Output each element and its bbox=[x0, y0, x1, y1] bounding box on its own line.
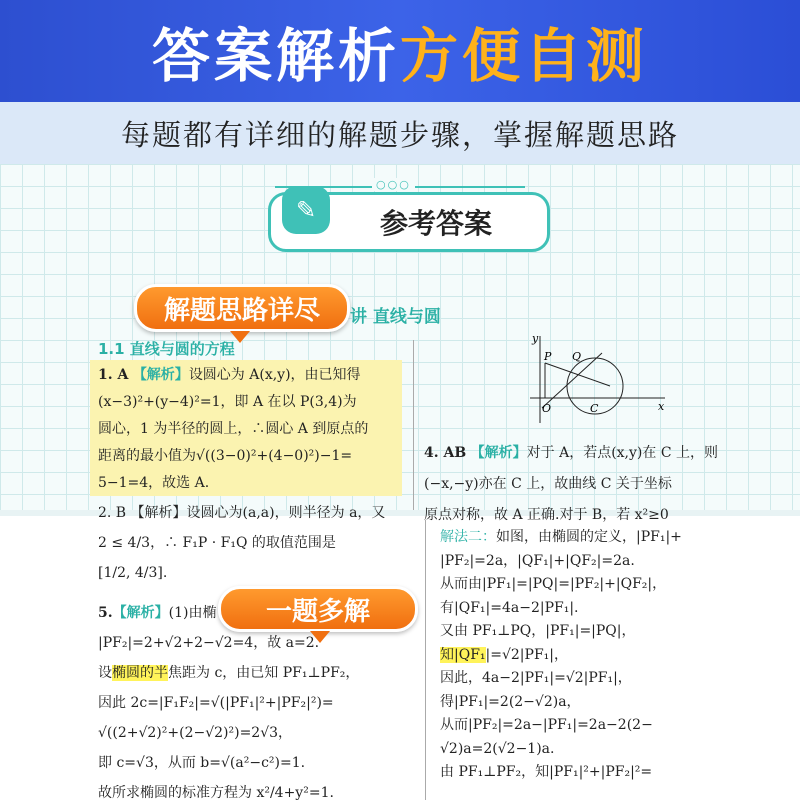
q1-line3: 圆心，1 为半径的圆上，∴圆心 A 到原点的 bbox=[98, 421, 369, 437]
callout-detailed-thinking: 解题思路详尽 bbox=[134, 284, 350, 332]
header-title: 参考答案 bbox=[380, 207, 493, 240]
method2-line7: 因此，4a−2|PF₁|=√2|PF₁|， bbox=[440, 670, 632, 686]
subtitle-text: 每题都有详细的解题步骤，掌握解题思路 bbox=[120, 117, 679, 152]
top-banner bbox=[0, 0, 800, 102]
q4-tag: 【解析】 bbox=[470, 445, 527, 461]
q2-line0: 2. B 【解析】设圆心为(a,a)，则半径为 a，又 bbox=[98, 505, 386, 521]
method2-line4: 有|QF₁|=4a−2|PF₁|. bbox=[440, 599, 579, 616]
q5-line7: 故所求椭圆的标准方程为 x²/4+y²=1. bbox=[98, 785, 334, 801]
banner-orange-text: 方便自测 bbox=[400, 22, 649, 90]
method2-line11: 由 PF₁⊥PF₂，知|PF₁|²+|PF₂|²= bbox=[440, 764, 653, 780]
callout-pointer-bottom bbox=[310, 631, 330, 643]
subtitle-bar bbox=[0, 102, 800, 164]
q4-text: 对于 A，若点(x,y)在 C 上，则 bbox=[526, 445, 718, 461]
method2-line3: 从而由|PF₁|=|PQ|=|PF₂|+|QF₂|， bbox=[440, 576, 667, 592]
lecture-title: 讲 直线与圆 bbox=[350, 307, 441, 327]
q5-text: (1)由椭 bbox=[168, 605, 217, 621]
column-divider bbox=[413, 340, 414, 510]
q4-line3: 原点对称，故 A 正确.对于 B，若 x²≥0 bbox=[424, 507, 669, 523]
q5-line6: 即 c=√3，从而 b=√(a²−c²)=1. bbox=[98, 755, 306, 771]
method2-line10: √2)a=2(√2−1)a. bbox=[440, 740, 555, 757]
q2-line1: 2 ≤ 4/3，∴ F₁P · F₁Q 的取值范围是 bbox=[98, 535, 336, 551]
banner-white-text: 答案解析 bbox=[151, 22, 400, 90]
left-lower-answer bbox=[98, 498, 408, 808]
method2-line2: |PF₂|=2a，|QF₁|+|QF₂|=2a. bbox=[440, 552, 635, 569]
method2-highlight: 知|QF₁ bbox=[440, 646, 486, 663]
q5-line4: 因此 2c=|F₁F₂|=√(|PF₁|²+|PF₂|²)= bbox=[98, 695, 334, 711]
method2-line5: 又由 PF₁⊥PQ，|PF₁|=|PQ|， bbox=[440, 623, 636, 639]
q1-label: 1. A bbox=[98, 367, 129, 383]
column-divider-lower bbox=[425, 520, 426, 800]
method2-tag: 解法二： bbox=[440, 529, 496, 545]
q1-tag: 【解析】 bbox=[132, 367, 189, 383]
callout-pointer-top bbox=[230, 331, 250, 343]
q1-line2: (x−3)²+(y−4)²=1，即 A 在以 P(3,4)为 bbox=[98, 394, 357, 410]
q5-line2: |PF₂|=2+√2+2−√2=4，故 a=2. bbox=[98, 635, 320, 651]
right-lower-answer bbox=[440, 526, 760, 785]
left-upper-answer bbox=[98, 362, 408, 497]
section-title: 1.1 直线与圆的方程 bbox=[98, 340, 235, 358]
q1-text: 设圆心为 A(x,y)，由已知得 bbox=[188, 367, 361, 383]
method2-line1: 如图，由椭圆的定义，|PF₁|+ bbox=[496, 529, 682, 545]
pencil-icon: ✎ bbox=[282, 186, 330, 234]
label-y: y bbox=[532, 332, 539, 345]
q2-line2: [1/2, 4/3]. bbox=[98, 565, 168, 581]
callout-multiple-solutions: 一题多解 bbox=[218, 586, 418, 632]
q5-highlight: 椭圆的半 bbox=[112, 665, 168, 681]
method2-line9: 从而|PF₂|=2a−|PF₁|=2a−2(2− bbox=[440, 717, 653, 733]
label-p: P bbox=[544, 350, 552, 363]
header-dots: ○○○ bbox=[372, 178, 415, 191]
q5-line5: √((2+√2)²+(2−√2)²)=2√3， bbox=[98, 725, 293, 741]
q1-line5: 5−1=4，故选 A. bbox=[98, 475, 210, 491]
right-upper-answer bbox=[424, 438, 734, 531]
line-pc bbox=[545, 363, 610, 386]
circle-figure bbox=[520, 328, 670, 428]
q4-label: 4. AB bbox=[424, 445, 467, 461]
method2-line8: 得|PF₁|=2(2−√2)a， bbox=[440, 693, 581, 710]
label-q: Q bbox=[572, 350, 582, 363]
q1-line4: 距离的最小值为√((3−0)²+(4−0)²)−1= bbox=[98, 448, 353, 464]
q5-label: 5. bbox=[98, 605, 113, 621]
q4-line2: (−x,−y)亦在 C 上，故曲线 C 关于坐标 bbox=[424, 476, 672, 492]
q5-line3-post: 焦距为 c，由已知 PF₁⊥PF₂， bbox=[168, 665, 360, 681]
q5-line3-pre: 设 bbox=[98, 665, 112, 681]
label-x: x bbox=[658, 400, 665, 413]
q5-tag: 【解析】 bbox=[112, 605, 169, 621]
method2-line6: |=√2|PF₁|， bbox=[485, 646, 568, 663]
label-o: O bbox=[542, 402, 552, 415]
label-c: C bbox=[590, 402, 599, 415]
